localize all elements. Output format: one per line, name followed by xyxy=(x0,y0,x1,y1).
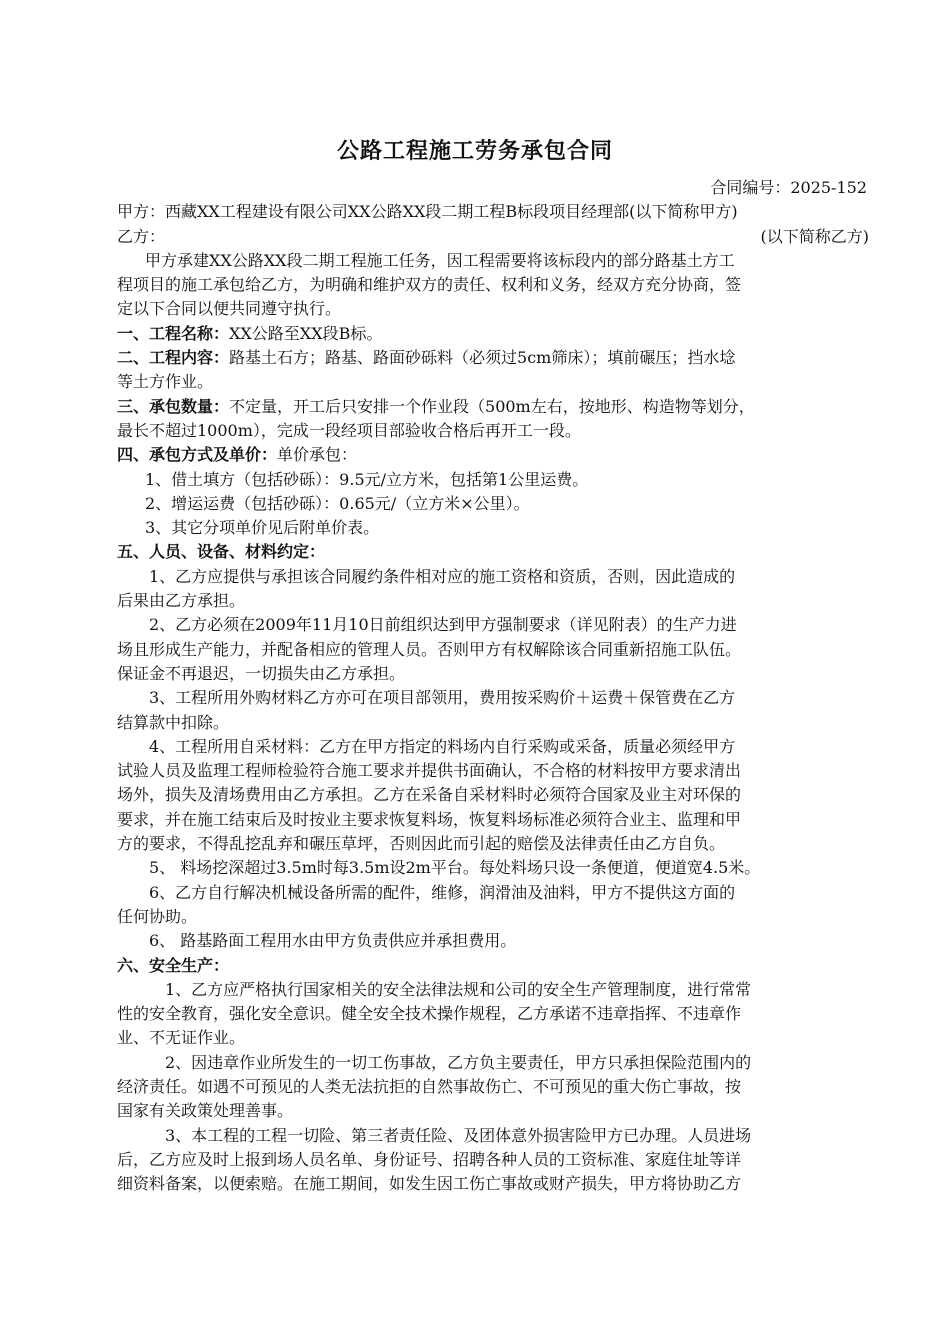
price-item: 3、其它分项单价见后附单价表。 xyxy=(145,518,380,538)
section-text: 路基土石方；路基、路面砂砾料（必须过5cm筛床）；填前碾压；挡水埝 xyxy=(229,348,736,368)
party-b-suffix: (以下简称乙方) xyxy=(760,226,869,246)
section-2-cont: 等土方作业。 xyxy=(117,372,214,392)
section-6-heading: 六、安全生产： xyxy=(117,955,230,975)
clause-line: 任何协助。 xyxy=(117,906,198,926)
section-3-cont: 最长不超过1000m），完成一段经项目部验收合格后再开工一段。 xyxy=(117,420,581,440)
clause-line: 5、 料场挖深超过3.5m时每3.5m设2m平台。每处料场只设一条便道，便道宽4.5米。 xyxy=(149,858,761,878)
clause-line: 4、工程所用自采材料：乙方在甲方指定的料场内自行采购或采备，质量必须经甲方 xyxy=(149,736,736,756)
section-2 xyxy=(117,346,869,370)
document-body xyxy=(117,176,869,1196)
section-3 xyxy=(117,395,869,419)
clause-line: 后，乙方应及时上报到场人员名单、身份证号、招聘各种人员的工资标准、家庭住址等详 xyxy=(117,1149,742,1169)
clause-line: 场外，损失及清场费用由乙方承担。乙方在采备自采材料时必须符合国家及业主对环保的 xyxy=(117,785,742,805)
clause-line: 场且形成生产能力，并配备相应的管理人员。否则甲方有权解除该合同重新招施工队伍。 xyxy=(117,639,742,659)
section-heading: 四、承包方式及单价： xyxy=(117,445,278,465)
party-a: 甲方：西藏XX工程建设有限公司XX公路XX段二期工程B标段项目经理部(以下简称甲方) xyxy=(117,202,738,222)
clause-line: 细资料备案，以便索赔。在施工期间，如发生因工伤亡事故或财产损失，甲方将协助乙方 xyxy=(117,1174,742,1194)
clause-line: 3、工程所用外购材料乙方亦可在项目部领用，费用按采购价＋运费＋保管费在乙方 xyxy=(149,688,736,708)
party-b-label: 乙方： xyxy=(117,226,166,246)
document-title: 公路工程施工劳务承包合同 xyxy=(336,139,613,164)
clause-line: 1、乙方应提供与承担该合同履约条件相对应的施工资格和资质，否则，因此造成的 xyxy=(149,566,736,586)
price-item: 1、借土填方（包括砂砾）：9.5元/立方米，包括第1公里运费。 xyxy=(145,469,589,489)
price-item: 2、增运运费（包括砂砾）：0.65元/（立方米×公里）。 xyxy=(145,493,530,513)
clause-line: 6、 路基路面工程用水由甲方负责供应并承担费用。 xyxy=(149,931,517,951)
clause-line: 保证金不再退迟，一切损失由乙方承担。 xyxy=(117,663,406,683)
section-text: XX公路至XX段B标。 xyxy=(229,323,383,343)
clause-line: 3、本工程的工程一切险、第三者责任险、及团体意外损害险甲方已办理。人员进场 xyxy=(165,1125,752,1145)
intro-line: 甲方承建XX公路XX段二期工程施工任务，因工程需要将该标段内的部分路基土方工 xyxy=(145,250,735,270)
intro-line: 程项目的施工承包给乙方，为明确和维护双方的责任、权利和义务，经双方充分协商，签 xyxy=(117,275,742,295)
clause-line: 后果由乙方承担。 xyxy=(117,591,246,611)
clause-line: 业、不无证作业。 xyxy=(117,1028,246,1048)
clause-line: 方的要求，不得乱挖乱弃和碾压草坪，否则因此而引起的赔偿及法律责任由乙方自负。 xyxy=(117,834,726,854)
section-heading: 三、承包数量： xyxy=(117,396,230,416)
intro-line: 定以下合同以便共同遵守执行。 xyxy=(117,299,342,319)
clause-line: 结算款中扣除。 xyxy=(117,712,230,732)
clause-line: 经济责任。如遇不可预见的人类无法抗拒的自然事故伤亡、不可预见的重大伤亡事故，按 xyxy=(117,1076,742,1096)
section-heading: 一、工程名称： xyxy=(117,323,230,343)
section-text: 单价承包： xyxy=(277,445,358,465)
party-b xyxy=(117,225,869,249)
clause-line: 2、因违章作业所发生的一切工伤事故，乙方负主要责任，甲方只承担保险范围内的 xyxy=(165,1052,752,1072)
contract-number: 合同编号：2025-152 xyxy=(710,178,867,197)
section-4 xyxy=(117,443,869,467)
clause-line: 1、乙方应严格执行国家相关的安全法律法规和公司的安全生产管理制度，进行常常 xyxy=(165,979,752,999)
clause-line: 6、乙方自行解决机械设备所需的配件，维修，润滑油及油料，甲方不提供这方面的 xyxy=(149,882,736,902)
clause-line: 2、乙方必须在2009年11月10日前组织达到甲方强制要求（详见附表）的生产力进 xyxy=(149,615,737,635)
clause-line: 试验人员及监理工程师检验符合施工要求并提供书面确认，不合格的材料按甲方要求清出 xyxy=(117,761,742,781)
clause-line: 性的安全教育，强化安全意识。健全安全技术操作规程，乙方承诺不违章指挥、不违章作 xyxy=(117,1004,742,1024)
clause-line: 要求，并在施工结束后及时按业主要求恢复料场，恢复料场标准必须符合业主、监理和甲 xyxy=(117,809,742,829)
section-heading: 二、工程内容： xyxy=(117,348,230,368)
section-text: 不定量，开工后只安排一个作业段（500m左右，按地形、构造物等划分， xyxy=(229,396,755,416)
section-5-heading: 五、人员、设备、材料约定： xyxy=(117,542,326,562)
clause-line: 国家有关政策处理善事。 xyxy=(117,1101,294,1121)
section-1 xyxy=(117,322,869,346)
